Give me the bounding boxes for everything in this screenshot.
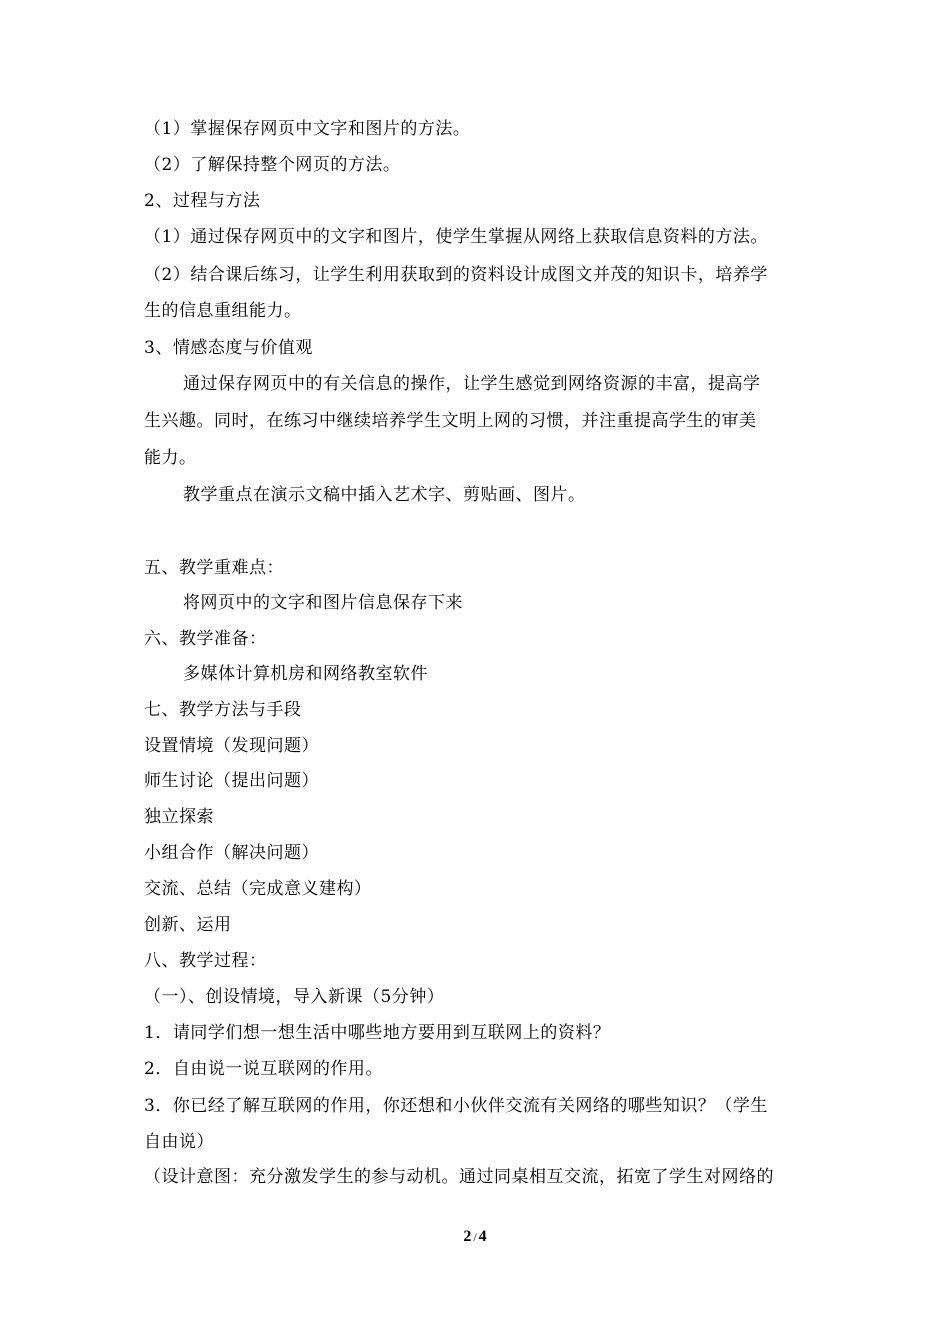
paragraph-line: 教学重点在演示文稿中插入艺术字、剪贴画、图片。 [183,485,586,505]
text-line: 3．你已经了解互联网的作用，你还想和小伙伴交流有关网络的哪些知识？（学生 [144,1096,768,1116]
section-heading: 五、教学重难点： [144,558,284,578]
page-separator: / [473,1230,477,1244]
subsection-heading: （一）、创设情境，导入新课（5分钟） [144,987,445,1007]
text-line: 生的信息重组能力。 [144,301,302,321]
current-page: 2 [463,1228,472,1245]
text-line: （设计意图：充分激发学生的参与动机。通过同桌相互交流，拓宽了学生对网络的 [144,1167,774,1187]
list-item: 创新、运用 [144,915,232,935]
text-line: 将网页中的文字和图片信息保存下来 [183,593,463,613]
section-heading: 2、过程与方法 [144,191,261,211]
total-pages: 4 [478,1228,487,1245]
page-number [0,1228,950,1246]
list-item: 交流、总结（完成意义建构） [144,879,372,899]
text-line: （2）了解保持整个网页的方法。 [144,155,401,175]
list-item: 独立探索 [144,807,214,827]
paragraph-line: 能力。 [144,448,197,468]
text-line: 多媒体计算机房和网络教室软件 [183,664,428,684]
paragraph-line: 通过保存网页中的有关信息的操作，让学生感觉到网络资源的丰富，提高学 [183,374,761,394]
text-line: 2．自由说一说互联网的作用。 [144,1059,383,1079]
section-heading: 3、情感态度与价值观 [144,338,313,358]
section-heading: 八、教学过程： [144,951,267,971]
list-item: 小组合作（解决问题） [144,843,319,863]
list-item: 设置情境（发现问题） [144,736,319,756]
text-line: （1）掌握保存网页中文字和图片的方法。 [144,119,471,139]
text-line: 自由说） [144,1132,214,1152]
section-heading: 七、教学方法与手段 [144,700,302,720]
text-line: 1．请同学们想一想生活中哪些地方要用到互联网上的资料？ [144,1023,611,1043]
list-item: 师生讨论（提出问题） [144,771,319,791]
section-heading: 六、教学准备： [144,629,267,649]
text-line: （1）通过保存网页中的文字和图片，使学生掌握从网络上获取信息资料的方法。 [144,227,768,247]
paragraph-line: 生兴趣。同时，在练习中继续培养学生文明上网的习惯，并注重提高学生的审美 [144,411,757,431]
text-line: （2）结合课后练习，让学生利用获取到的资料设计成图文并茂的知识卡，培养学 [144,265,768,285]
